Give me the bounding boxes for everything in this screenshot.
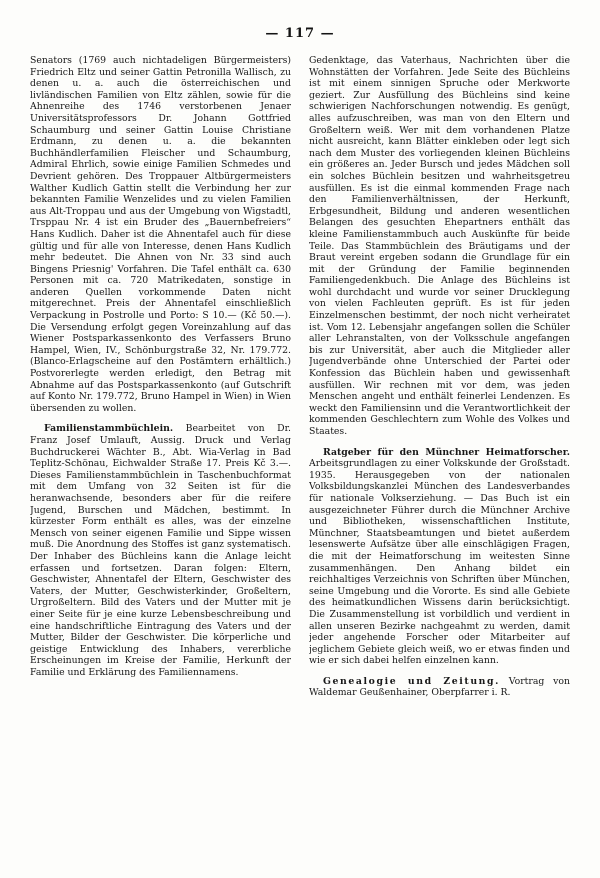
entry-heading: Genealogie und Zeitung.: [323, 675, 500, 687]
paragraph: [309, 676, 570, 699]
paragraph: [309, 55, 570, 438]
paragraph-text: Arbeitsgrundlagen zu einer Volkskunde der Großstadt. 1935. Herausgegeben von der nationalen Volksbildungskanzlei München des Landesverbandes für nationale Volkserziehung. — Das Buch ist ein ausgezeichneter Führer durch die Münchner Archive und Bibliotheken, wissenschaftlichen Institute, Münchner, Staatsbeamtungen und bietet außerdem lesenswerte Aufsätze über alle einschlägigen Fragen, die mit der Heimatforschung im weitesten Sinne zusammenhängen. Den Anhang bildet ein reichhaltiges Verzeichnis von Schriften über München, seine Umgebung und die Vororte. Es sind alle Gebiete des heimatkundlichen Wissens darin berücksichtigt. Die Zusammenstellung ist vorbildlich und verdient in allen unseren Bezirke nachgeahmt zu werden, damit jeder angehende Forscher oder Mitarbeiter auf jeglichem Gebiete gleich weiß, wo er etwas finden und wie er sich dabei helfen einzelnen kann.: [309, 458, 570, 667]
paragraph: [309, 447, 570, 667]
paragraph-text: Gedenktage, das Vaterhaus, Nachrichten über die Wohnstätten der Vorfahren. Jede Seite des Büchleins ist mit einem sinnigen Spruche oder Merkworte geziert. Zur Ausfüllung des Büchleins sind keine schwierigen Nachforschungen notwendig. Es genügt, alles aufzuschreiben, was man von den Eltern und Großeltern weiß. Wer mit dem vorhandenen Platze nicht ausreicht, kann Blätter einkleben oder legt sich nach dem Muster des vorliegenden kleinen Büchleins ein größeres an. Jeder Bursch und jedes Mädchen soll ein solches Büchlein besitzen und wahrheitsgetreu ausfüllen. Es ist die einmal kommenden Frage nach den Familienverhältnissen, der Herkunft, Erbgesundheit, Bildung und anderen wesentlichen Belangen des gesuchten Ehepartners enthält das kleine Familienstammbuch auch Auskünfte für beide Teile. Das Stammbüchlein des Bräutigams und der Braut vereint ergeben sodann die Grundlage für ein mit der Gründung der Familie beginnenden Familiengedenkbuch. Die Anlage des Büchleins ist wohl durchdacht und wurde vor seiner Drucklegung von vielen Fachleuten geprüft. Es ist für jeden Einzelmenschen bestimmt, der noch nicht verheiratet ist. Vom 12. Lebensjahr angefangen sollen die Schüler aller Lehranstalten, von der Volksschule angefangen bis zur Universität, aber auch die Mitglieder aller Jugendverbände ohne Unterschied der Partei oder Konfession das Büchlein haben und gewissenhaft ausfüllen. Wir rechnen mit vor dem, was jeden Menschen angeht und enthält feinerlei Lendenzen. Es weckt den Familiensinn und die Verantwortlichkeit der kommenden Geschlechtern zum Wohle des Volkes und Staates.: [309, 55, 570, 437]
entry-heading: Familienstammbüchlein.: [44, 423, 174, 435]
paragraph-text: Senators (1769 auch nichtadeligen Bürgermeisters) Friedrich Eltz und seiner Gattin Petronilla Wallisch, zu denen u. a. auch die österreichischen und livländischen Familien von Eltz zählen, sowie für die Ahnenreihe des 1746 verstorbenen Jenaer Universitätsprofessors Dr. Johann Gottfried Schaumburg und seiner Gattin Louise Christiane Erdmann, zu denen u. a. die bekannten Buchhändlerfamilien Fleischer und Schaumburg, Admiral Ehrlich, sowie einige Familien Schmedes und Devrient gehören. Des Troppauer Altbürgermeisters Walther Kudlich Gattin stellt die Verbindung her zur bekannten Familie Wenzelides und zu vielen Familien aus Alt-Troppau und aus der Umgebung von Wigstadtl, Trsppau Nr. 4 ist ein Bruder des „Bauernbefreiers“ Hans Kudlich. Daher ist die Ahnentafel auch für diese gültig und für alle von Interesse, denen Hans Kudlich mehr bedeutet. Die Ahnen von Nr. 33 sind auch Bingens Priesnig' Vorfahren. Die Tafel enthält ca. 630 Personen mit ca. 720 Matrikedaten, sonstige in anderen Quellen vorkommende Daten nicht mitgerechnet. Preis der Ahnentafel einschließlich Verpackung in Postrolle und Porto: S 10.— (Kč 50.—). Die Versendung erfolgt gegen Voreinzahlung auf das Wiener Postsparkassenkonto des Verfassers Bruno Hampel, Wien, IV., Schönburgstraße 32, Nr. 179.772. (Blanco-Erlagscheine auf den Postämtern erhältlich.) Postvorerlegte werden erledigt, den Betrag mit Abnahme auf das Postsparkassenkonto (auf Gutschrift auf Konto Nr. 179.772, Bruno Hampel in Wien) in Wien übersenden zu wollen.: [30, 55, 291, 414]
two-column-body: [0, 45, 600, 865]
entry-heading: Ratgeber für den Münchner Heimatforscher.: [323, 446, 570, 458]
left-column: [30, 55, 291, 865]
right-column: [309, 55, 570, 865]
paragraph: [30, 55, 291, 414]
paragraph-text: Bearbeitet von Dr. Franz Josef Umlauft, Aussig. Druck und Verlag Buchdruckerei Wächter B., Abt. Wia-Verlag in Bad Teplitz-Schönau, Eichwalder Straße 17. Preis Kč 3.—. Dieses Familienstammbüchlein in Taschenbuchformat mit dem Umfang von 32 Seiten ist für die heranwachsende, besonders aber für die reifere Jugend, Burschen und Mädchen, bestimmt. In kürzester Form enthält es alles, was der einzelne Mensch von seiner eigenen Familie und Sippe wissen muß. Die Anordnung des Stoffes ist ganz systematisch. Der Inhaber des Büchleins kann die Anlage leicht erfassen und fortsetzen. Daran folgen: Eltern, Geschwister, Ahnentafel der Eltern, Geschwister des Vaters, der Mutter, Geschwisterkinder, Großeltern, Urgroßeltern. Bild des Vaters und der Mutter mit je einer Seite für je eine kurze Lebensbeschreibung und eine handschriftliche Eintragung des Vaters und der Mutter, Bilder der Geschwister. Die körperliche und geistige Entwicklung des Inhabers, vererbliche Erscheinungen im Kreise der Familie, Herkunft der Familie und Erklärung des Familiennamens.: [30, 423, 291, 678]
paragraph-text: Vortrag von Waldemar Geußenhainer, Oberpfarrer i. R.: [309, 675, 570, 699]
page-folio: — 117 —: [265, 26, 335, 41]
paragraph: [30, 423, 291, 678]
